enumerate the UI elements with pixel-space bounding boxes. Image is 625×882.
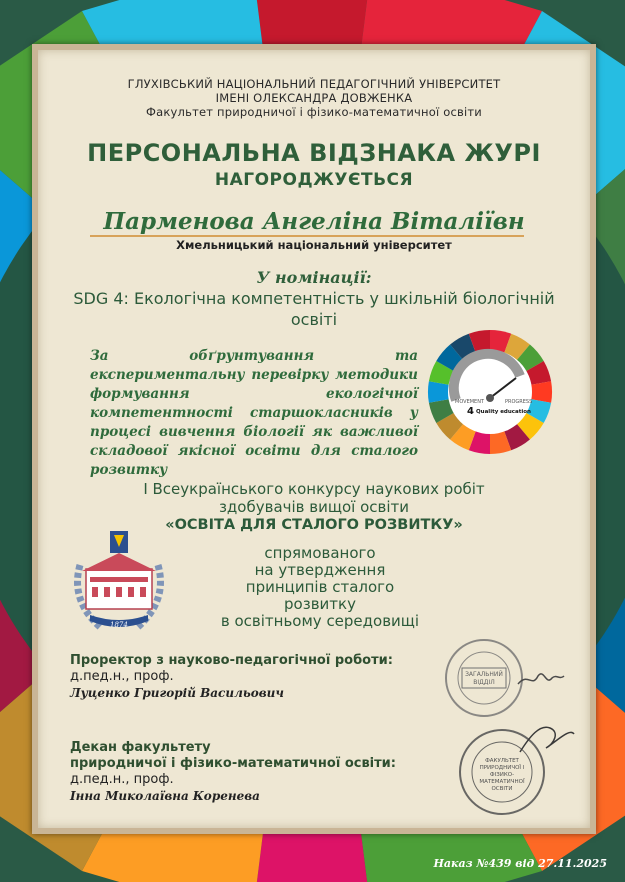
award-subtitle: НАГОРОДЖУЄТЬСЯ <box>214 170 414 190</box>
sdg-label: Quality education <box>476 409 531 415</box>
signatory-name-2: Інна Миколаївна Коренева <box>70 789 260 803</box>
purpose-line4: в освітньому середовищі <box>220 612 420 630</box>
nomination-text: SDG 4: Екологічна компетентність у шкільній біологічній освіті <box>73 289 555 329</box>
signatory-role-1: Проректор з науково-педагогічної роботи: <box>70 653 393 668</box>
recipient-name: Парменова Ангеліна Віталіївн <box>103 208 525 235</box>
recipient-affiliation: Хмельницький національний університет <box>176 238 452 252</box>
sdg-progress-label: PROGRESS <box>505 399 533 405</box>
svg-text:ЗАГАЛЬНИЙ: ЗАГАЛЬНИЙ <box>465 671 503 678</box>
svg-text:ОСВІТИ: ОСВІТИ <box>491 786 513 792</box>
sdg-movement-label: MOVEMENT <box>455 399 485 405</box>
signatory-role-2a: Декан факультету <box>70 740 211 755</box>
handwritten-signature-1 <box>518 674 564 684</box>
handwritten-signature-2 <box>520 727 574 752</box>
faculty-name: Факультет природничої і фізико-математичної освіти <box>146 105 482 119</box>
nomination-label: У номінації: <box>256 268 372 287</box>
emblem-year: 1874 <box>110 621 128 629</box>
purpose-line2: на утвердження <box>254 561 386 579</box>
signatory-name-1: Луценко Григорій Васильович <box>70 686 284 700</box>
svg-text:МАТЕМАТИЧНОЇ: МАТЕМАТИЧНОЇ <box>479 779 525 785</box>
university-header <box>38 77 590 119</box>
signatory-role-2b: природничої і фізико-математичної освіти: <box>70 756 396 771</box>
contest-name: «ОСВІТА ДЛЯ СТАЛОГО РОЗВИТКУ» <box>165 517 463 533</box>
svg-text:ФАКУЛЬТЕТ: ФАКУЛЬТЕТ <box>485 758 519 764</box>
university-emblem-icon <box>60 525 178 643</box>
purpose-line1: спрямованого <box>264 544 376 562</box>
sdg-number: 4 <box>467 406 474 417</box>
svg-text:ПРИРОДНИЧОЇ І: ПРИРОДНИЧОЇ І <box>479 765 525 771</box>
svg-text:ВІДДІЛ: ВІДДІЛ <box>473 679 495 686</box>
stamp-general-department <box>440 632 570 724</box>
university-name-line2: ІМЕНІ ОЛЕКСАНДРА ДОВЖЕНКА <box>215 91 413 105</box>
purpose-line3: принципів сталого розвитку <box>245 578 395 613</box>
signature-block-1 <box>70 653 450 701</box>
university-name-line1: ГЛУХІВСЬКИЙ НАЦІОНАЛЬНИЙ ПЕДАГОГІЧНИЙ УНІВЕРСИТЕТ <box>127 77 501 91</box>
signatory-degree-2: д.пед.н., проф. <box>70 772 174 787</box>
award-title: ПЕРСОНАЛЬНА ВІДЗНАКА ЖУРІ <box>87 139 541 167</box>
signature-block-2 <box>70 740 450 804</box>
sdg4-quality-education-icon <box>425 327 555 457</box>
order-number: Наказ №439 від 27.11.2025 <box>433 857 607 870</box>
signatory-degree-1: д.пед.н., проф. <box>70 669 174 684</box>
justification-text: За обґрунтування та експериментальну перевірку методики формування екологічної компетентності старшокласників у процесі вивчення біології як важливої складової якісної освіти для сталого розвитку <box>90 348 418 478</box>
contest-purpose <box>210 545 430 630</box>
contest-line2: здобувачів вищої освіти <box>218 498 410 516</box>
name-underline <box>90 235 524 237</box>
stamp-faculty <box>450 718 580 818</box>
contest-line1: І Всеукраїнського конкурсу наукових робіт <box>143 480 485 498</box>
svg-text:ФІЗИКО-: ФІЗИКО- <box>489 772 515 778</box>
